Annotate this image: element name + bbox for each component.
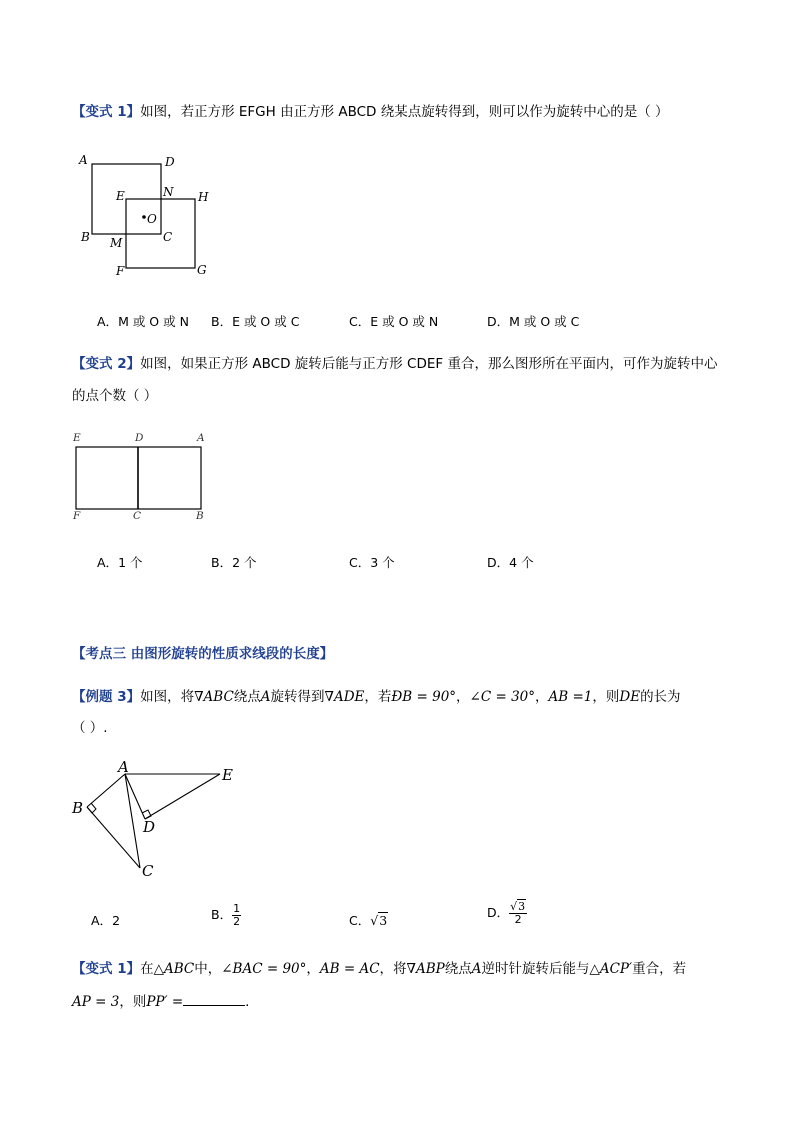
q3-tag: 【例题 3】	[72, 689, 141, 705]
q2-option-a-letter: A．	[97, 555, 119, 570]
q4-t3: ，	[306, 961, 320, 977]
q2-option-c-letter: C．	[349, 555, 371, 570]
q3-label-b: B	[72, 799, 84, 817]
q2-tag: 【变式 2】	[72, 356, 141, 372]
q3-option-d-fraction	[509, 901, 527, 926]
q1-label-d: D	[165, 155, 175, 169]
q2-text-line1: 如图，如果正方形 ABCD 旋转后能与正方形 CDEF 重合，那么图形所在平面内，可作为旋转中心	[140, 356, 718, 372]
q1-option-d[interactable]	[487, 312, 579, 330]
q3-option-c-letter: C．	[349, 913, 371, 928]
q1-label-a: A	[79, 153, 88, 167]
q2-label-d: D	[135, 432, 144, 444]
q1-label-f: F	[116, 264, 125, 278]
q3-option-d-letter: D．	[487, 905, 510, 920]
q3-t8: 的长为	[640, 689, 681, 705]
q2-option-d[interactable]	[487, 553, 534, 571]
q3-option-d-radicand: 3	[518, 900, 526, 913]
q3-point-a: A	[260, 689, 271, 705]
q1-option-a-letter: A．	[97, 314, 119, 329]
q2-option-d-letter: D．	[487, 555, 510, 570]
q1-stem	[72, 103, 669, 121]
q2-option-b-letter: B．	[211, 555, 233, 570]
q4-tri: △ABC	[153, 961, 195, 977]
q1-label-o: O	[147, 212, 157, 226]
q3-option-d-denominator: 2	[514, 913, 522, 926]
q3-option-c-radicand: 3	[379, 913, 388, 928]
q1-label-m: M	[110, 236, 123, 250]
q3-t5: ，	[456, 689, 470, 705]
q2-option-b-text: 2 个	[232, 555, 257, 570]
q1-label-c: C	[163, 230, 173, 244]
q3-option-c[interactable]	[349, 911, 388, 929]
section-title: 【考点三 由图形旋转的性质求线段的长度】	[72, 646, 334, 662]
q2-option-b[interactable]	[211, 553, 257, 571]
q1-label-g: G	[197, 263, 207, 277]
point-o	[142, 215, 146, 219]
q4-eq: AB = AC	[319, 961, 380, 977]
q4-tri3: △ACP′	[589, 961, 633, 977]
q4-t4: ，将	[379, 961, 407, 977]
q1-option-c[interactable]	[349, 312, 438, 330]
q1-text: 如图，若正方形 EFGH 由正方形 ABCD 绕某点旋转得到，则可以作为旋转中心的是（ ）	[140, 104, 669, 120]
segment-ad	[125, 774, 145, 819]
q4-tag: 【变式 1】	[72, 961, 141, 977]
q1-option-d-text: M 或 O 或 C	[509, 314, 580, 329]
q3-option-a-text: 2	[112, 913, 121, 928]
q4-point-a: A	[471, 961, 482, 977]
q2-label-c: C	[133, 510, 142, 522]
q2-stem-line1	[72, 355, 717, 373]
q3-label-e: E	[222, 766, 233, 784]
q2-stem-line2: 的点个数（ ）	[72, 388, 158, 404]
q3-t3: 旋转得到	[270, 689, 325, 705]
q4-t6: 逆时针旋转后能与	[481, 961, 590, 977]
q2-option-c-text: 3 个	[370, 555, 395, 570]
q4-angle: ∠BAC = 90°	[221, 961, 307, 977]
q3-option-d-numerator: √3	[510, 900, 526, 913]
q3-de: DE	[619, 689, 641, 705]
q4-t1: 在	[140, 961, 154, 977]
q1-option-b-text: E 或 O 或 C	[232, 314, 300, 329]
q3-option-d[interactable]	[487, 901, 527, 926]
segment-de	[145, 774, 220, 819]
q4-stem-line1	[72, 960, 686, 978]
q4-answer-blank[interactable]	[183, 993, 245, 1006]
q3-option-b-denominator: 2	[233, 915, 241, 928]
q1-option-a-text: M 或 O 或 N	[118, 314, 189, 329]
q3-option-c-sqrt: √3	[370, 913, 388, 928]
q1-option-c-letter: C．	[349, 314, 371, 329]
q1-label-n: N	[163, 185, 174, 199]
q3-tri2: ∇ADE	[324, 689, 365, 705]
q3-option-b[interactable]	[211, 903, 241, 928]
q1-option-a[interactable]	[97, 312, 189, 330]
q1-option-b[interactable]	[211, 312, 299, 330]
q4-tri2: ∇ABP	[406, 961, 445, 977]
q2-label-f: F	[73, 510, 81, 522]
q2-option-c[interactable]	[349, 553, 395, 571]
q2-label-b: B	[196, 510, 204, 522]
q3-t1: 如图，将	[140, 689, 195, 705]
q3-option-a[interactable]	[91, 911, 120, 929]
q4-pp: PP′ =	[146, 994, 184, 1010]
q3-stem-line2: （ ）.	[72, 720, 108, 736]
q3-t7: ，则	[592, 689, 620, 705]
q1-label-h: H	[198, 190, 209, 204]
q3-label-a: A	[118, 758, 129, 776]
q2-label-e: E	[73, 432, 81, 444]
q3-tri1: ∇ABC	[194, 689, 234, 705]
q4-t9: .	[245, 994, 250, 1010]
q4-ap: AP = 3	[72, 994, 120, 1010]
q3-stem-line1	[72, 688, 681, 706]
q3-t2: 绕点	[233, 689, 261, 705]
q1-option-d-letter: D．	[487, 314, 510, 329]
q3-option-b-letter: B．	[211, 907, 233, 922]
q2-option-a[interactable]	[97, 553, 143, 571]
q4-stem-line2	[72, 993, 249, 1011]
q3-ab: AB =1	[548, 689, 593, 705]
q2-label-a: A	[197, 432, 205, 444]
q3-angle-b: ÐB = 90°	[391, 689, 457, 705]
q3-t6: ，	[535, 689, 549, 705]
q1-option-c-text: E 或 O 或 N	[370, 314, 439, 329]
q2-option-d-text: 4 个	[509, 555, 534, 570]
q4-t8: ，则	[119, 994, 147, 1010]
q3-angle-c: ∠C = 30°	[469, 689, 535, 705]
q3-label-d: D	[143, 818, 156, 836]
q2-option-a-text: 1 个	[118, 555, 143, 570]
q3-option-b-numerator: 1	[233, 902, 241, 915]
q2-figure	[70, 440, 210, 515]
segment-ab	[87, 774, 125, 807]
q1-label-b: B	[81, 230, 90, 244]
q1-option-b-letter: B．	[211, 314, 233, 329]
q3-option-b-fraction	[232, 903, 241, 928]
q3-label-c: C	[142, 862, 154, 880]
q4-t5: 绕点	[444, 961, 472, 977]
q1-label-e: E	[116, 189, 125, 203]
q3-t4: ，若	[364, 689, 392, 705]
q4-t7: 重合，若	[632, 961, 687, 977]
q1-tag: 【变式 1】	[72, 104, 141, 120]
q3-option-a-letter: A．	[91, 913, 113, 928]
q4-t2: 中，	[194, 961, 222, 977]
